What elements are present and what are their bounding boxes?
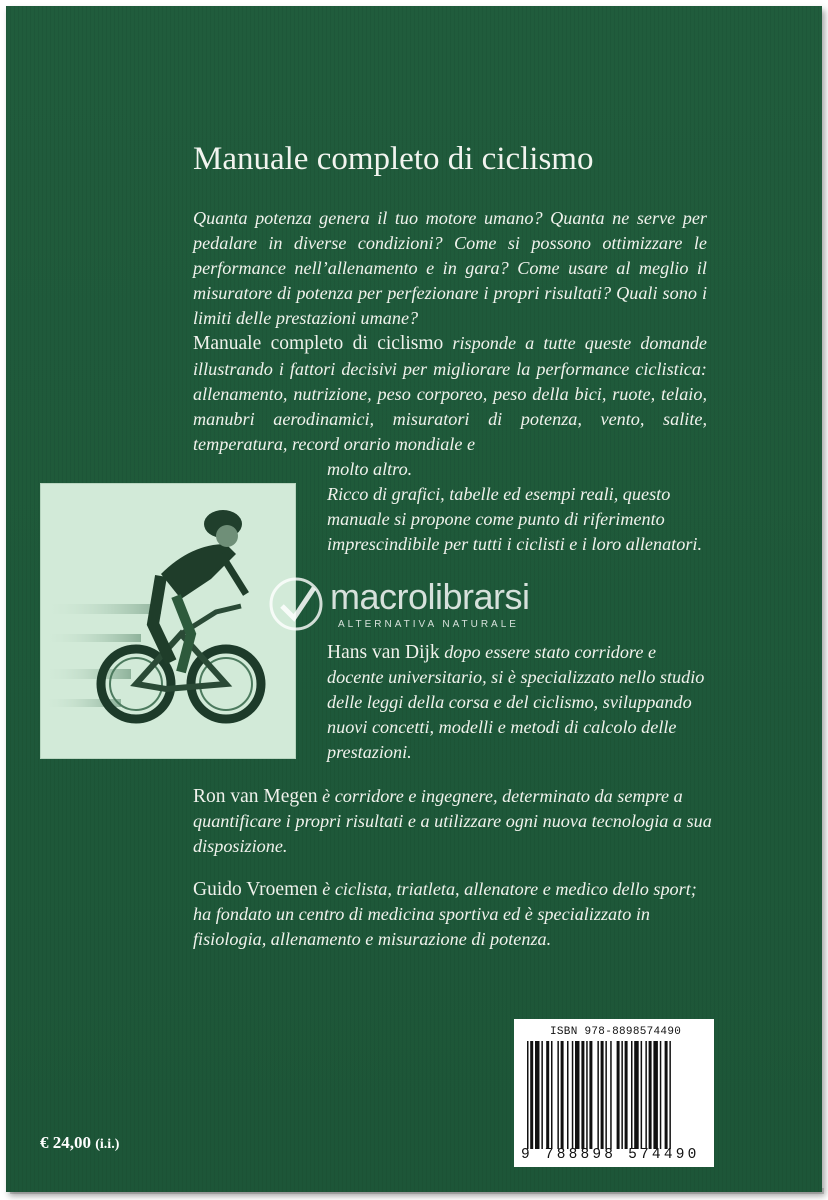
barcode-box bbox=[514, 1019, 714, 1167]
blurb-questions: Quanta potenza genera il tuo motore umano? Quanta ne serve per pedalare in diverse condizioni? Come si possono ottimizzare le performance nell’allenamento e in gara? Come usare al meglio il misuratore di potenza per perfezionare i propri risultati? Quali sono i limiti delle prestazioni umane? bbox=[193, 208, 707, 329]
barcode-bar bbox=[641, 1041, 643, 1149]
isbn-label: ISBN 978-8898574490 bbox=[550, 1026, 682, 1038]
author-bio-text: è ciclista, triatleta, allenatore e medico dello sport; ha fondato un centro di medicina sportiva ed è specializzato in fisiologia, allenamento e misurazione di potenza. bbox=[193, 879, 697, 950]
barcode-bar bbox=[610, 1041, 612, 1149]
barcode-bar bbox=[649, 1041, 652, 1149]
book-title: Manuale completo di ciclismo bbox=[193, 141, 594, 177]
watermark-tagline: ALTERNATIVA NATURALE bbox=[338, 619, 519, 630]
price-note: (i.i.) bbox=[95, 1137, 120, 1152]
blurb-answer: risponde a tutte queste domande illustrando i fattori decisivi per migliorare la performance ciclistica: allenamento, nutrizione, peso corporeo, peso della bici, ruote, telaio, manubri aerodinamici, misuratori di potenza, vento, salite, temperatura, record orario mondiale e bbox=[193, 333, 707, 454]
barcode-bar bbox=[597, 1041, 599, 1149]
barcode-bar bbox=[567, 1041, 569, 1149]
barcode-bar bbox=[546, 1041, 549, 1149]
leaf-logo-icon bbox=[266, 574, 326, 634]
blurb-book-title: Manuale completo di ciclismo bbox=[193, 333, 444, 355]
barcode-bar bbox=[669, 1041, 671, 1149]
barcode-bar bbox=[527, 1041, 529, 1149]
barcode-bar bbox=[589, 1041, 592, 1149]
barcode-bar bbox=[653, 1041, 658, 1149]
author-bio-ron bbox=[193, 784, 713, 859]
barcode-bar bbox=[631, 1041, 633, 1149]
barcode-bar bbox=[581, 1041, 584, 1149]
barcode-bar bbox=[535, 1041, 540, 1149]
barcode-bar bbox=[561, 1041, 564, 1149]
author-bio-hans bbox=[327, 640, 711, 765]
barcode-bar bbox=[605, 1041, 607, 1149]
barcode-bar bbox=[530, 1041, 533, 1149]
barcode-bar bbox=[617, 1041, 620, 1149]
blurb-more: molto altro. bbox=[327, 458, 413, 479]
cyclist-photo bbox=[40, 483, 296, 759]
barcode-bar bbox=[645, 1041, 647, 1149]
watermark-word: macrolibrarsi bbox=[330, 576, 530, 617]
macrolibrarsi-watermark bbox=[266, 576, 596, 636]
barcode-bar bbox=[575, 1041, 580, 1149]
price-amount: € 24,00 bbox=[40, 1133, 91, 1152]
barcode-bar bbox=[621, 1041, 623, 1149]
author-bio-guido bbox=[193, 877, 713, 952]
author-bio-text: dopo essere stato corridore e docente universitario, si è specializzato nello studio delle leggi della corsa e del ciclismo, sviluppando nuovi concetti, modelli e metodi di calcolo delle prestazioni. bbox=[327, 642, 705, 763]
blurb-summary: Ricco di grafici, tabelle ed esempi reali, questo manuale si propone come punto di riferimento imprescindibile per tutti i ciclisti e i loro allenatori. bbox=[327, 484, 702, 555]
barcode-bar bbox=[541, 1041, 543, 1149]
barcode-bar bbox=[557, 1041, 559, 1149]
barcode-bars bbox=[527, 1041, 703, 1149]
barcode-bar bbox=[665, 1041, 668, 1149]
barcode-bar bbox=[625, 1041, 628, 1149]
author-name: Ron van Megen bbox=[193, 786, 318, 807]
cyclist-illustration bbox=[41, 484, 295, 758]
barcode-bar bbox=[572, 1041, 574, 1149]
barcode-bar bbox=[601, 1041, 604, 1149]
barcode-bar bbox=[634, 1041, 639, 1149]
barcode-bar bbox=[551, 1041, 553, 1149]
author-name: Guido Vroemen bbox=[193, 879, 318, 900]
barcode-digits: 9 788898 574490 bbox=[521, 1147, 700, 1163]
author-bio-text: è corridore e ingegnere, determinato da sempre a quantificare i propri risultati e a utilizzare ogni nuova tecnologia a sua disposizione. bbox=[193, 786, 712, 857]
price bbox=[40, 1133, 119, 1153]
blurb bbox=[193, 206, 707, 482]
barcode-bar bbox=[586, 1041, 588, 1149]
barcode-bar bbox=[660, 1041, 662, 1149]
author-name: Hans van Dijk bbox=[327, 642, 440, 663]
